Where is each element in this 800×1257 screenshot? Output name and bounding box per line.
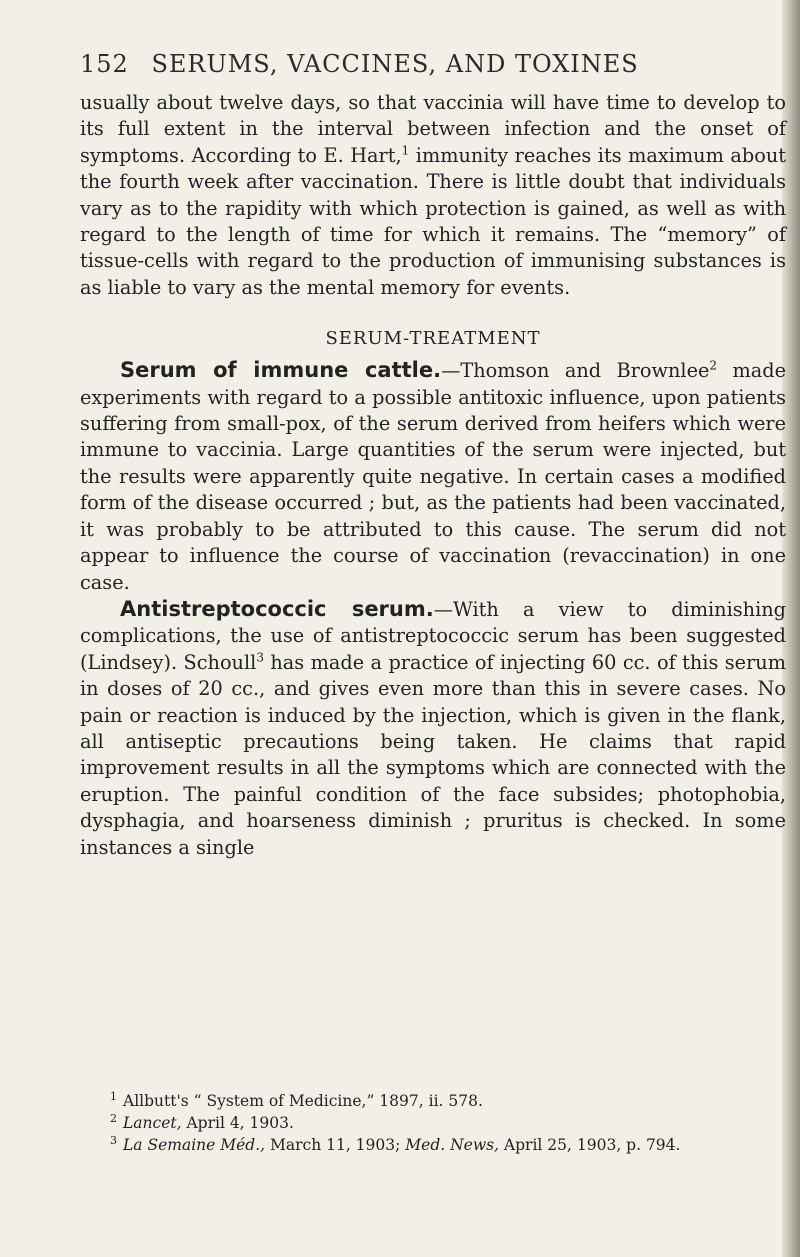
serum-paragraph [80, 357, 786, 596]
footnote-text: Allbutt's “ System of Medicine,” 1897, ii. 578. [123, 1092, 483, 1110]
section-heading: SERUM-TREATMENT [325, 328, 541, 350]
run-in-heading: Antistreptococcic serum. [120, 596, 434, 621]
footnote-text: April 25, 1903, p. 794. [499, 1136, 681, 1154]
run-in-heading: Serum of immune cattle. [120, 358, 442, 383]
page-header [80, 50, 760, 78]
footnote-source: Lancet, [123, 1114, 182, 1132]
footnote-3 [80, 1134, 786, 1156]
footnotes [80, 1090, 786, 1156]
footnote-2 [80, 1112, 786, 1134]
body-text [80, 90, 786, 861]
paragraph-text: —With a view to diminishing complications, the use of antistreptococcic serum has been suggested (Lindsey). Schoull [80, 597, 787, 674]
running-title: SERUMS, VACCINES, AND TOXINES [151, 50, 639, 78]
footnote-text: March 11, 1903; [265, 1136, 406, 1154]
footnote-1 [80, 1090, 786, 1112]
paragraph-text: —Thomson and Brownlee [441, 359, 710, 383]
footnote-number: 3 [110, 1133, 117, 1147]
footnote-text: April 4, 1903. [181, 1114, 294, 1132]
paragraph-text: made experiments with regard to a possible antitoxic influence, upon patients suffering from small-pox, of the serum derived from heifers which were immune to vaccinia. Large quantities of the serum were injected, but the results were apparently quite negative. In certain cases a modified form of the disease occurred ; but, as the patients had been vaccinated, it was probably to be attributed to this cause. The serum did not appear to influence the course of vaccination (revaccination) in one case. [80, 359, 786, 594]
footnote-ref: 2 [709, 358, 718, 373]
continuation-paragraph [80, 90, 786, 301]
footnote-number: 1 [110, 1089, 117, 1103]
paragraph-text: usually about twelve days, so that vaccinia will have time to develop to its full extent in the interval between infection and the onset of symptoms. According to E. Hart, [80, 91, 786, 167]
paragraph-text: has made a practice of injecting 60 cc. of this serum in doses of 20 cc., and gives even more than this in severe cases. No pain or reaction is induced by the injection, which is given in the flank, all antiseptic precautions being taken. He claims that rapid improvement results in all the symptoms which are connected with the eruption. The painful condition of the face subsides; photophobia, dysphagia, and hoarseness diminish ; pruritus is checked. In some instances a single [80, 650, 786, 859]
footnote-ref: 1 [401, 143, 410, 158]
footnote-number: 2 [110, 1111, 117, 1125]
antistrep-paragraph [80, 596, 786, 861]
footnote-ref: 3 [256, 650, 264, 665]
paragraph-text: immunity reaches its maximum about the fourth week after vaccination. There is little doubt that individuals vary as to the rapidity with which protection is gained, as well as with regard to the length of time for which it remains. The “memory” of tissue-cells with regard to the production of immunising substances is as liable to vary as the mental memory for events. [80, 143, 786, 299]
footnote-source: Med. News, [405, 1136, 499, 1154]
page-number: 152 [80, 50, 129, 78]
footnote-source: La Semaine Méd., [123, 1136, 266, 1154]
